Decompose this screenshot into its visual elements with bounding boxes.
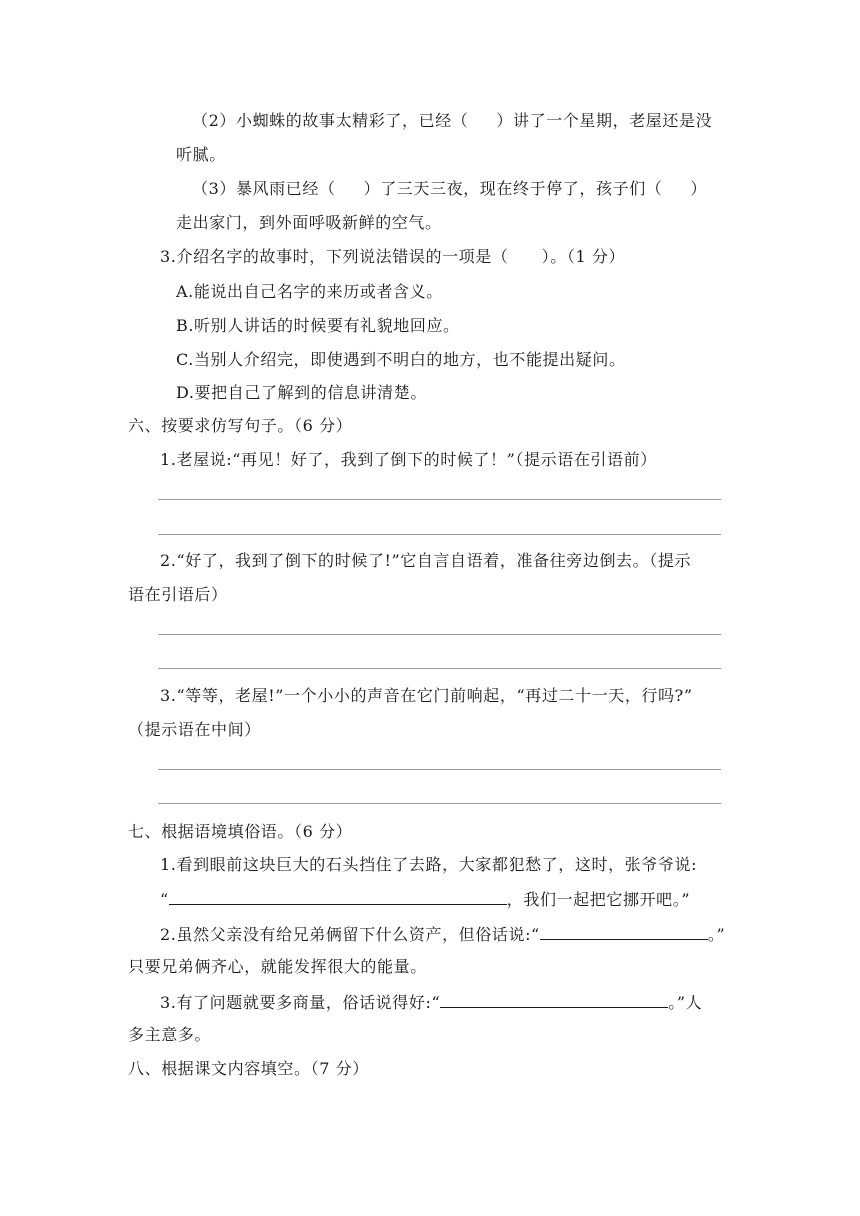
- q2-item3-line2: 走出家门，到外面呼吸新鲜的空气。: [176, 213, 442, 232]
- s7-q1-line1: 1.看到眼前这块巨大的石头挡住了去路，大家都犯愁了，这时，张爷爷说:: [160, 855, 698, 874]
- s7-q2-line1: 2.虽然父亲没有给兄弟俩留下什么资产，但俗话说:“ 。”: [160, 925, 726, 944]
- q3-option-d[interactable]: D.要把自己了解到的信息讲清楚。: [176, 383, 427, 402]
- q2-item3-line1: （3）暴风雨已经（ ）了三天三夜，现在终于停了，孩子们（ ）: [192, 179, 708, 198]
- s7-q2-line2: 只要兄弟俩齐心，就能发挥很大的能量。: [128, 957, 427, 976]
- section-6-title: 六、按要求仿写句子。（6 分）: [128, 416, 353, 435]
- answer-line[interactable]: [158, 769, 721, 770]
- proverb-blank[interactable]: [440, 991, 668, 1008]
- proverb-blank[interactable]: [540, 923, 708, 940]
- answer-line[interactable]: [158, 499, 721, 500]
- q2-item2-line1: （2）小蜘蛛的故事太精彩了，已经（ ）讲了一个星期，老屋还是没: [192, 111, 713, 130]
- s7-q3-line1: 3.有了问题就要多商量，俗话说得好:“ 。”人: [160, 993, 703, 1012]
- q3-option-b[interactable]: B.听别人讲话的时候要有礼貌地回应。: [176, 316, 460, 335]
- answer-line[interactable]: [158, 803, 721, 804]
- answer-line[interactable]: [158, 534, 721, 535]
- s7-q3-line2: 多主意多。: [128, 1025, 212, 1044]
- s7-q1-line2: “ ，我们一起把它挪开吧。”: [160, 890, 691, 909]
- proverb-blank[interactable]: [169, 888, 507, 905]
- s6-q3-line1: 3.“等等，老屋!”一个小小的声音在它门前响起，“再过二十一天，行吗?”: [160, 686, 693, 705]
- s6-q2-line1: 2.“好了，我到了倒下的时候了!”它自言自语着，准备往旁边倒去。（提示: [160, 551, 692, 570]
- answer-line[interactable]: [158, 634, 721, 635]
- q3-option-a[interactable]: A.能说出自己名字的来历或者含义。: [176, 282, 443, 301]
- section-7-title: 七、根据语境填俗语。（6 分）: [128, 822, 353, 841]
- answer-line[interactable]: [158, 668, 721, 669]
- q3-option-c[interactable]: C.当别人介绍完，即使遇到不明白的地方，也不能提出疑问。: [176, 350, 626, 369]
- s6-q3-line2: （提示语在中间）: [128, 720, 261, 739]
- q2-item2-line2: 听腻。: [176, 145, 226, 164]
- s6-q2-line2: 语在引语后）: [128, 585, 228, 604]
- s6-q1: 1.老屋说:“再见！好了，我到了倒下的时候了！”（提示语在引语前）: [160, 450, 657, 469]
- q3-stem: 3.介绍名字的故事时，下列说法错误的一项是（ ）。（1 分）: [160, 247, 626, 266]
- section-8-title: 八、根据课文内容填空。（7 分）: [128, 1059, 369, 1078]
